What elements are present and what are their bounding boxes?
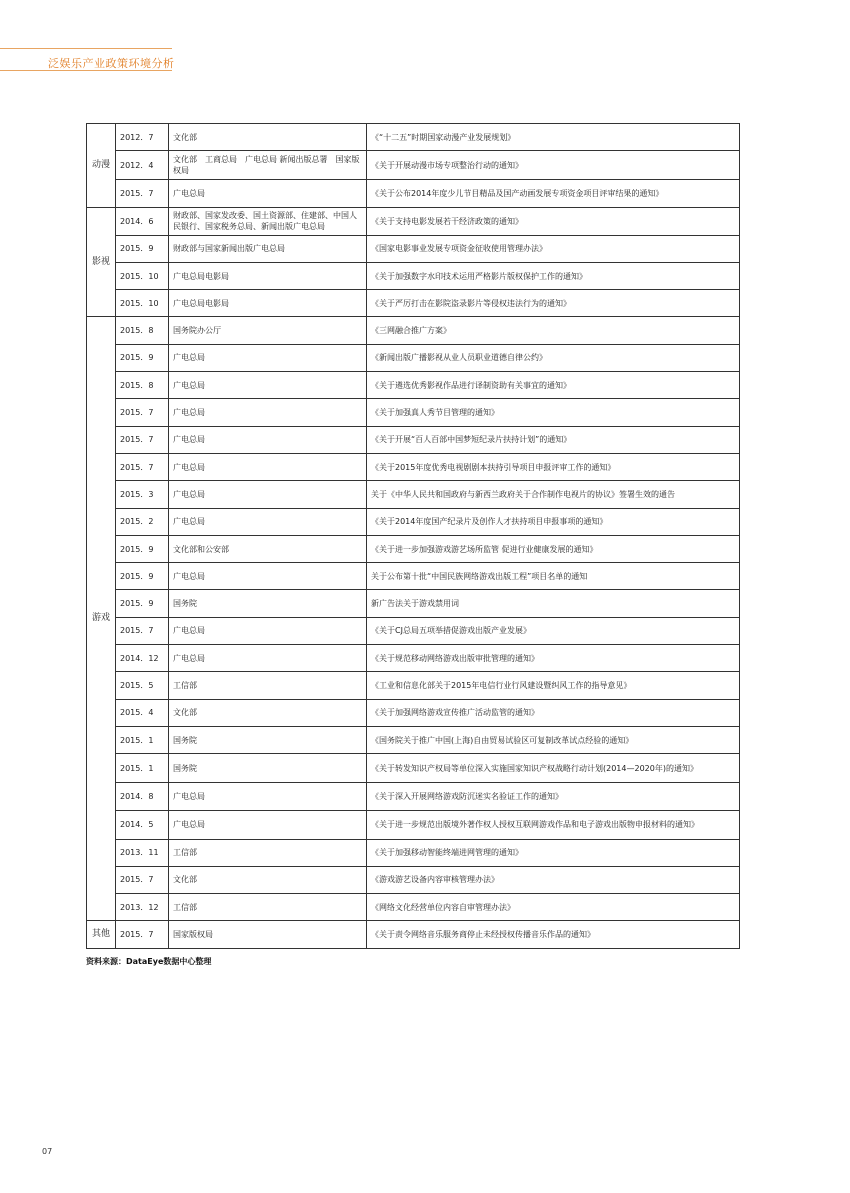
date-cell: 2015．7 bbox=[116, 180, 169, 207]
title-cell: 新广告法关于游戏禁用词 bbox=[367, 590, 740, 617]
page-number: 07 bbox=[42, 1147, 53, 1156]
page-header-title: 泛娱乐产业政策环境分析 bbox=[48, 57, 175, 70]
title-cell: 《关于加强真人秀节目管理的通知》 bbox=[367, 399, 740, 426]
dept-cell: 广电总局 bbox=[169, 372, 367, 399]
title-cell: 《关于责令网络音乐服务商停止未经授权传播音乐作品的通知》 bbox=[367, 921, 740, 948]
table-row bbox=[87, 645, 740, 672]
date-cell: 2015．9 bbox=[116, 535, 169, 562]
date-cell: 2015．2 bbox=[116, 508, 169, 535]
title-cell: 《关于遴选优秀影视作品进行译制资助有关事宜的通知》 bbox=[367, 372, 740, 399]
title-cell: 《关于公布2014年度少儿节目精品及国产动画发展专项资金项目评审结果的通知》 bbox=[367, 180, 740, 207]
header-rule-top bbox=[0, 48, 172, 49]
dept-cell: 广电总局 bbox=[169, 453, 367, 480]
dept-cell: 文化部 bbox=[169, 866, 367, 893]
table-row bbox=[87, 453, 740, 480]
header-rule-bottom bbox=[0, 70, 172, 71]
dept-cell: 广电总局 bbox=[169, 508, 367, 535]
date-cell: 2013．12 bbox=[116, 894, 169, 921]
table-row bbox=[87, 508, 740, 535]
table-row bbox=[87, 344, 740, 371]
table-row bbox=[87, 563, 740, 590]
table-row bbox=[87, 399, 740, 426]
table-row bbox=[87, 535, 740, 562]
table-row bbox=[87, 617, 740, 644]
title-cell: 《关于2015年度优秀电视剧剧本扶持引导项目申报评审工作的通知》 bbox=[367, 453, 740, 480]
dept-cell: 广电总局 bbox=[169, 399, 367, 426]
date-cell: 2012．4 bbox=[116, 151, 169, 180]
date-cell: 2015．8 bbox=[116, 372, 169, 399]
table-row bbox=[87, 672, 740, 699]
dept-cell: 广电总局 bbox=[169, 344, 367, 371]
table-row bbox=[87, 207, 740, 235]
title-cell: 《关于转发知识产权局等单位深入实施国家知识产权战略行动计划(2014—2020年)的通知》 bbox=[367, 754, 740, 783]
title-cell: 《关于支持电影发展若干经济政策的通知》 bbox=[367, 207, 740, 235]
date-cell: 2015．5 bbox=[116, 672, 169, 699]
table-row bbox=[87, 699, 740, 726]
dept-cell: 广电总局电影局 bbox=[169, 262, 367, 289]
date-cell: 2014．5 bbox=[116, 810, 169, 839]
title-cell: 关于《中华人民共和国政府与新西兰政府关于合作制作电视片的协议》签署生效的通告 bbox=[367, 481, 740, 508]
dept-cell: 文化部 工商总局 广电总局 新闻出版总署 国家版权局 bbox=[169, 151, 367, 180]
table-row bbox=[87, 235, 740, 262]
date-cell: 2015．7 bbox=[116, 399, 169, 426]
title-cell: 《关于2014年度国产纪录片及创作人才扶持项目申报事项的通知》 bbox=[367, 508, 740, 535]
title-cell: 《关于进一步加强游戏游艺场所监管 促进行业健康发展的通知》 bbox=[367, 535, 740, 562]
table-row bbox=[87, 590, 740, 617]
title-cell: 《游戏游艺设备内容审核管理办法》 bbox=[367, 866, 740, 893]
date-cell: 2014．6 bbox=[116, 207, 169, 235]
date-cell: 2015．8 bbox=[116, 317, 169, 344]
date-cell: 2014．8 bbox=[116, 783, 169, 810]
table-row bbox=[87, 481, 740, 508]
date-cell: 2015．4 bbox=[116, 699, 169, 726]
policy-table bbox=[86, 123, 740, 949]
date-cell: 2015．7 bbox=[116, 617, 169, 644]
dept-cell: 工信部 bbox=[169, 839, 367, 866]
category-cell: 游戏 bbox=[87, 317, 116, 921]
dept-cell: 文化部 bbox=[169, 124, 367, 151]
table-row bbox=[87, 726, 740, 753]
date-cell: 2015．7 bbox=[116, 426, 169, 453]
table-row bbox=[87, 866, 740, 893]
dept-cell: 财政部与国家新闻出版广电总局 bbox=[169, 235, 367, 262]
title-cell: 《三网融合推广方案》 bbox=[367, 317, 740, 344]
table-row bbox=[87, 839, 740, 866]
title-cell: 《关于加强网络游戏宣传推广活动监管的通知》 bbox=[367, 699, 740, 726]
title-cell: 《“十二五”时期国家动漫产业发展规划》 bbox=[367, 124, 740, 151]
date-cell: 2015．7 bbox=[116, 866, 169, 893]
date-cell: 2015．7 bbox=[116, 453, 169, 480]
date-cell: 2015．10 bbox=[116, 290, 169, 317]
dept-cell: 工信部 bbox=[169, 672, 367, 699]
source-note: 资料来源：DataEye数据中心整理 bbox=[86, 957, 212, 966]
date-cell: 2014．12 bbox=[116, 645, 169, 672]
title-cell: 《关于深入开展网络游戏防沉迷实名验证工作的通知》 bbox=[367, 783, 740, 810]
date-cell: 2015．10 bbox=[116, 262, 169, 289]
dept-cell: 文化部 bbox=[169, 699, 367, 726]
dept-cell: 广电总局 bbox=[169, 563, 367, 590]
title-cell: 《关于加强数字水印技术运用严格影片版权保护工作的通知》 bbox=[367, 262, 740, 289]
table-row bbox=[87, 290, 740, 317]
dept-cell: 文化部和公安部 bbox=[169, 535, 367, 562]
dept-cell: 国务院 bbox=[169, 726, 367, 753]
table-row bbox=[87, 180, 740, 207]
dept-cell: 广电总局 bbox=[169, 617, 367, 644]
category-cell: 动漫 bbox=[87, 124, 116, 208]
title-cell: 《国家电影事业发展专项资金征收使用管理办法》 bbox=[367, 235, 740, 262]
dept-cell: 国务院 bbox=[169, 754, 367, 783]
table-row bbox=[87, 754, 740, 783]
dept-cell: 广电总局 bbox=[169, 481, 367, 508]
dept-cell: 广电总局 bbox=[169, 783, 367, 810]
table-row bbox=[87, 262, 740, 289]
dept-cell: 国家版权局 bbox=[169, 921, 367, 948]
dept-cell: 广电总局 bbox=[169, 180, 367, 207]
title-cell: 《关于规范移动网络游戏出版审批管理的通知》 bbox=[367, 645, 740, 672]
title-cell: 《关于CJ总局五项举措促游戏出版产业发展》 bbox=[367, 617, 740, 644]
date-cell: 2015．3 bbox=[116, 481, 169, 508]
table-row bbox=[87, 426, 740, 453]
title-cell: 《关于开展动漫市场专项整治行动的通知》 bbox=[367, 151, 740, 180]
title-cell: 《工业和信息化部关于2015年电信行业行风建设暨纠风工作的指导意见》 bbox=[367, 672, 740, 699]
dept-cell: 工信部 bbox=[169, 894, 367, 921]
dept-cell: 国务院 bbox=[169, 590, 367, 617]
dept-cell: 财政部、国家发改委、国土资源部、住建部、中国人民银行、国家税务总局、新闻出版广电总局 bbox=[169, 207, 367, 235]
title-cell: 《国务院关于推广中国(上海)自由贸易试验区可复制改革试点经验的通知》 bbox=[367, 726, 740, 753]
date-cell: 2015．7 bbox=[116, 921, 169, 948]
dept-cell: 广电总局 bbox=[169, 426, 367, 453]
date-cell: 2015．1 bbox=[116, 754, 169, 783]
date-cell: 2013．11 bbox=[116, 839, 169, 866]
dept-cell: 广电总局 bbox=[169, 645, 367, 672]
dept-cell: 广电总局 bbox=[169, 810, 367, 839]
title-cell: 《网络文化经营单位内容自审管理办法》 bbox=[367, 894, 740, 921]
date-cell: 2015．1 bbox=[116, 726, 169, 753]
table-row bbox=[87, 783, 740, 810]
date-cell: 2015．9 bbox=[116, 235, 169, 262]
table-row bbox=[87, 317, 740, 344]
title-cell: 《关于加强移动智能终端进网管理的通知》 bbox=[367, 839, 740, 866]
title-cell: 《关于进一步规范出版境外著作权人授权互联网游戏作品和电子游戏出版物申报材料的通知》 bbox=[367, 810, 740, 839]
dept-cell: 广电总局电影局 bbox=[169, 290, 367, 317]
date-cell: 2012．7 bbox=[116, 124, 169, 151]
table-row bbox=[87, 894, 740, 921]
title-cell: 《关于严厉打击在影院盗录影片等侵权违法行为的通知》 bbox=[367, 290, 740, 317]
title-cell: 《新闻出版广播影视从业人员职业道德自律公约》 bbox=[367, 344, 740, 371]
table-row bbox=[87, 124, 740, 151]
table-row bbox=[87, 810, 740, 839]
title-cell: 关于公布第十批“中国民族网络游戏出版工程”项目名单的通知 bbox=[367, 563, 740, 590]
date-cell: 2015．9 bbox=[116, 590, 169, 617]
date-cell: 2015．9 bbox=[116, 563, 169, 590]
category-cell: 其他 bbox=[87, 921, 116, 948]
table-row bbox=[87, 921, 740, 948]
table-row bbox=[87, 151, 740, 180]
dept-cell: 国务院办公厅 bbox=[169, 317, 367, 344]
table-row bbox=[87, 372, 740, 399]
date-cell: 2015．9 bbox=[116, 344, 169, 371]
category-cell: 影视 bbox=[87, 207, 116, 317]
title-cell: 《关于开展“百人百部中国梦短纪录片扶持计划”的通知》 bbox=[367, 426, 740, 453]
